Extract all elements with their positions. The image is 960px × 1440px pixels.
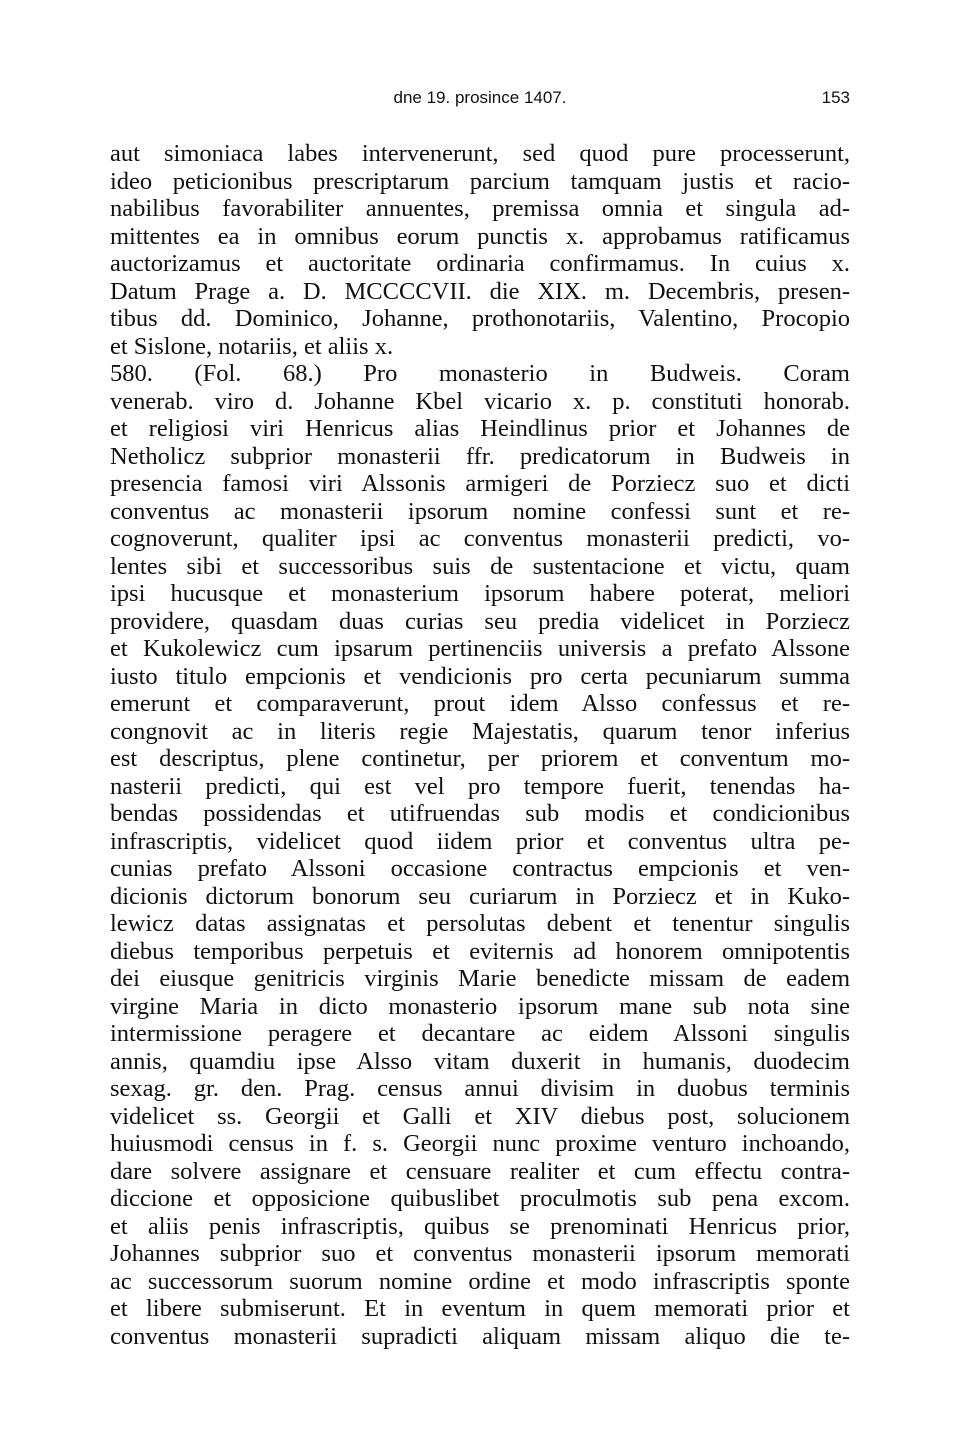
text-line: Netholicz subprior monasterii ffr. predicatorum in Budweis in: [110, 442, 850, 470]
text-line: infrascriptis, videlicet quod iidem prior et conventus ultra pe-: [110, 827, 850, 855]
text-line: ideo peticionibus prescriptarum parcium tamquam justis et racio-: [110, 167, 850, 195]
text-line: ipsi hucusque et monasterium ipsorum habere poterat, meliori: [110, 580, 850, 607]
text-line: dei eiusque genitricis virginis Marie benedicte missam de eadem: [110, 965, 850, 992]
text-line: huiusmodi census in f. s. Georgii nunc proxime venturo inchoando,: [110, 1130, 850, 1157]
text-line: lewicz datas assignatas et persolutas debent et tenentur singulis: [110, 910, 850, 937]
text-line: et Kukolewicz cum ipsarum pertinenciis universis a prefato Alssone: [110, 635, 850, 662]
text-line: venerab. viro d. Johanne Kbel vicario x. p. constituti honorab.: [110, 387, 850, 415]
text-line: Datum Prage a. D. MCCCCVII. die XIX. m. Decembris, presen-: [110, 277, 850, 305]
text-line: auctorizamus et auctoritate ordinaria confirmamus. In cuius x.: [110, 250, 850, 277]
text-line: ac successorum suorum nomine ordine et modo infrascriptis sponte: [110, 1267, 850, 1295]
text-line: conventus monasterii supradicti aliquam missam aliquo die te-: [110, 1322, 850, 1350]
text-line: bendas possidendas et utifruendas sub modis et condicionibus: [110, 800, 850, 827]
text-line: mittentes ea in omnibus eorum punctis x. approbamus ratificamus: [110, 222, 850, 250]
text-line: est descriptus, plene continetur, per priorem et conventum mo-: [110, 745, 850, 772]
body-text: [110, 140, 850, 1350]
running-title: dne 19. prosince 1407.: [393, 88, 567, 107]
text-line: cognoverunt, qualiter ipsi ac conventus monasterii predicti, vo-: [110, 525, 850, 552]
text-line: et aliis penis infrascriptis, quibus se prenominati Henricus prior,: [110, 1212, 850, 1240]
text-line: nasterii predicti, qui est vel pro tempore fuerit, tenendas ha-: [110, 772, 850, 800]
text-line: conventus ac monasterii ipsorum nomine confessi sunt et re-: [110, 497, 850, 525]
text-line: Johannes subprior suo et conventus monasterii ipsorum memorati: [110, 1240, 850, 1267]
text-line: emerunt et comparaverunt, prout idem Alsso confessus et re-: [110, 690, 850, 717]
text-line: nabilibus favorabiliter annuentes, premissa omnia et singula ad-: [110, 195, 850, 222]
text-line: diebus temporibus perpetuis et eviternis ad honorem omnipotentis: [110, 937, 850, 965]
text-line: et libere submiserunt. Et in eventum in quem memorati prior et: [110, 1295, 850, 1322]
paragraph-end-line: et Sislone, notariis, et aliis x.: [110, 332, 394, 360]
text-line: cunias prefato Alssoni occasione contractus empcionis et ven-: [110, 855, 850, 882]
text-line: intermissione peragere et decantare ac eidem Alssoni singulis: [110, 1020, 850, 1047]
text-line: congnovit ac in literis regie Majestatis, quarum tenor inferius: [110, 717, 850, 745]
entry-heading-line: 580. (Fol. 68.) Pro monasterio in Budweis. Coram: [110, 360, 850, 387]
text-line: virgine Maria in dicto monasterio ipsorum mane sub nota sine: [110, 992, 850, 1020]
running-head: [110, 88, 850, 112]
page-number: 153: [821, 88, 850, 107]
text-line: videlicet ss. Georgii et Galli et XIV diebus post, solucionem: [110, 1102, 850, 1130]
text-line: iusto titulo empcionis et vendicionis pro certa pecuniarum summa: [110, 662, 850, 690]
text-line: et religiosi viri Henricus alias Heindlinus prior et Johannes de: [110, 415, 850, 442]
text-line: aut simoniaca labes intervenerunt, sed quod pure processerunt,: [110, 140, 850, 167]
text-line: providere, quasdam duas curias seu predia videlicet in Porziecz: [110, 607, 850, 635]
text-line: presencia famosi viri Alssonis armigeri de Porziecz suo et dicti: [110, 470, 850, 497]
text-line: tibus dd. Dominico, Johanne, prothonotariis, Valentino, Procopio: [110, 305, 850, 332]
text-line: diccione et opposicione quibuslibet proculmotis sub pena excom.: [110, 1185, 850, 1212]
text-line: dicionis dictorum bonorum seu curiarum in Porziecz et in Kuko-: [110, 882, 850, 910]
text-line: annis, quamdiu ipse Alsso vitam duxerit in humanis, duodecim: [110, 1047, 850, 1075]
text-line: sexag. gr. den. Prag. census annui divisim in duobus terminis: [110, 1075, 850, 1102]
text-line: lentes sibi et successoribus suis de sustentacione et victu, quam: [110, 552, 850, 580]
text-line: dare solvere assignare et censuare realiter et cum effectu contra-: [110, 1157, 850, 1185]
